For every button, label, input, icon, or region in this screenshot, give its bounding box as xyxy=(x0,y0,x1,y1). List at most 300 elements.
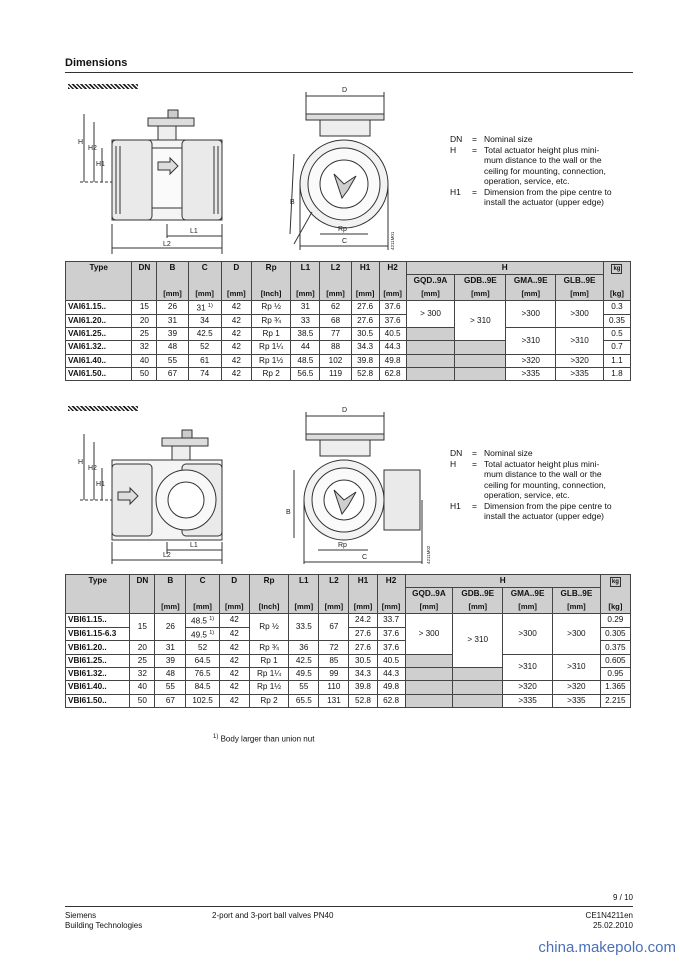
cell-h2: 37.6 xyxy=(377,627,405,641)
cell-gma: >335 xyxy=(506,367,556,380)
th-rp: Rp xyxy=(251,262,290,275)
cell-kg: 1.1 xyxy=(603,354,630,367)
cell-type: VAI61.32.. xyxy=(66,341,132,354)
cell-c xyxy=(186,613,219,627)
cell-h1: 27.6 xyxy=(351,300,379,314)
cell-type: VAI61.15.. xyxy=(66,300,132,314)
cell-h2: 62.8 xyxy=(379,367,406,380)
cell-type: VBI61.25.. xyxy=(66,654,130,667)
unit-glb: [mm] xyxy=(553,601,601,614)
cell-h2: 37.6 xyxy=(379,300,406,314)
cell-kg: 0.29 xyxy=(600,613,630,627)
cell-h1: 27.6 xyxy=(349,627,377,641)
cell-h1: 24.2 xyxy=(349,613,377,627)
cell-d: 42 xyxy=(221,314,251,327)
cell-gdb-na xyxy=(455,354,506,367)
cell-dn: 32 xyxy=(132,341,157,354)
cell-l2: 119 xyxy=(320,367,351,380)
cell-l2: 77 xyxy=(320,327,351,340)
cell-l1: 31 xyxy=(291,300,320,314)
cell-c: 61 xyxy=(188,354,221,367)
cell-h1: 27.6 xyxy=(349,641,377,654)
cell-c: 84.5 xyxy=(186,681,219,694)
cell-rp: Rp 1½ xyxy=(249,681,288,694)
cell-h2: 62.8 xyxy=(377,694,405,707)
drawing-2port xyxy=(68,84,448,254)
unit-gdb: [mm] xyxy=(453,601,503,614)
cell-c: 76.5 xyxy=(186,667,219,680)
cell-l1: 65.5 xyxy=(289,694,319,707)
cell-h1: 39.8 xyxy=(351,354,379,367)
cell-c xyxy=(186,627,219,641)
th-d: D xyxy=(219,575,249,588)
cell-l1: 33.5 xyxy=(289,613,319,640)
legend-text-h1: Dimension from the pipe centre to xyxy=(484,186,612,197)
cell-type: VBI61.15.. xyxy=(66,613,130,627)
cell-l1: 38.5 xyxy=(291,327,320,340)
th-l1: L1 xyxy=(289,575,319,588)
table-row xyxy=(66,681,631,694)
cell-gma: >310 xyxy=(506,327,556,354)
legend-text-h: Total actuator height plus mini- xyxy=(484,458,600,469)
cell-l2: 85 xyxy=(319,654,349,667)
unit-gdb: [mm] xyxy=(455,288,506,301)
cell-rp: Rp 1¼ xyxy=(251,341,290,354)
cell-gqd-na xyxy=(405,667,453,680)
cell-glb: >320 xyxy=(553,681,601,694)
unit-kg: [kg] xyxy=(603,288,630,301)
cell-kg: 0.35 xyxy=(603,314,630,327)
cell-c: 42.5 xyxy=(188,327,221,340)
th-h2: H2 xyxy=(379,262,406,275)
cell-b: 55 xyxy=(155,681,186,694)
cell-gqd-na xyxy=(406,367,455,380)
cell-dn: 50 xyxy=(132,367,157,380)
th-dn: DN xyxy=(132,262,157,275)
table-row xyxy=(66,354,631,367)
th-h1: H1 xyxy=(349,575,377,588)
cell-type: VAI61.25.. xyxy=(66,327,132,340)
cell-gqd-na xyxy=(405,694,453,707)
label-l2: L2 xyxy=(163,241,171,248)
label-c: C xyxy=(362,554,368,561)
cell-kg: 0.95 xyxy=(600,667,630,680)
cell-c-value: 48.5 xyxy=(191,616,207,626)
cell-kg: 0.7 xyxy=(603,341,630,354)
unit-h1: [mm] xyxy=(351,288,379,301)
table-row xyxy=(66,367,631,380)
table-row xyxy=(66,694,631,707)
label-l1: L1 xyxy=(190,228,198,235)
cell-rp: Rp 1 xyxy=(251,327,290,340)
cell-h2: 44.3 xyxy=(377,667,405,680)
cell-l2: 99 xyxy=(319,667,349,680)
th-gqd: GQD..9A xyxy=(405,588,453,601)
cell-rp: Rp ¾ xyxy=(251,314,290,327)
cell-c: 74 xyxy=(188,367,221,380)
label-h: H xyxy=(78,459,84,466)
cell-d: 42 xyxy=(221,367,251,380)
cell-h2: 40.5 xyxy=(379,327,406,340)
cell-gqd-na xyxy=(406,341,455,354)
title-rule xyxy=(65,72,633,73)
th-gdb: GDB..9E xyxy=(455,275,506,288)
cell-gqd-na xyxy=(405,654,453,667)
unit-b: [mm] xyxy=(157,288,188,301)
unit-l2: [mm] xyxy=(319,601,349,614)
cell-b: 39 xyxy=(157,327,188,340)
cell-h2: 49.8 xyxy=(379,354,406,367)
cell-kg: 0.305 xyxy=(600,627,630,641)
cell-gdb-na xyxy=(453,694,503,707)
th-rp: Rp xyxy=(249,575,288,588)
cell-gdb-na xyxy=(453,681,503,694)
cell-l1: 36 xyxy=(289,641,319,654)
cell-glb: >320 xyxy=(556,354,604,367)
label-rp: Rp xyxy=(338,542,347,549)
cell-dn: 20 xyxy=(130,641,155,654)
cell-glb: >310 xyxy=(553,654,601,681)
cell-b: 55 xyxy=(157,354,188,367)
cell-rp: Rp 2 xyxy=(249,694,288,707)
cell-b: 26 xyxy=(155,613,186,640)
unit-h2: [mm] xyxy=(379,288,406,301)
cell-kg: 0.605 xyxy=(600,654,630,667)
cell-d: 42 xyxy=(221,354,251,367)
cell-l1: 56.5 xyxy=(291,367,320,380)
label-d: D xyxy=(342,87,348,94)
unit-glb: [mm] xyxy=(556,288,604,301)
cell-d: 42 xyxy=(221,300,251,314)
cell-gdb: > 310 xyxy=(453,613,503,667)
unit-gqd: [mm] xyxy=(406,288,455,301)
legend-text-h1-2: install the actuator (upper edge) xyxy=(484,511,605,521)
cell-glb: >310 xyxy=(556,327,604,354)
th-c: C xyxy=(188,262,221,275)
unit-gqd: [mm] xyxy=(405,601,453,614)
table-vai61 xyxy=(65,261,631,381)
cell-dn: 50 xyxy=(130,694,155,707)
th-type: Type xyxy=(66,575,130,588)
label-h2: H2 xyxy=(88,465,97,472)
page-number: 9 / 10 xyxy=(612,893,633,902)
drawing-code-2: 4211M02 xyxy=(426,545,431,564)
cell-h2: 33.7 xyxy=(377,613,405,627)
legend-key-h: H xyxy=(450,458,457,469)
th-l2: L2 xyxy=(319,575,349,588)
cell-h1: 52.8 xyxy=(349,694,377,707)
cell-b: 48 xyxy=(155,667,186,680)
cell-d: 42 xyxy=(219,627,249,641)
weight-icon: kg xyxy=(611,578,619,585)
th-h: H xyxy=(406,262,603,275)
cell-rp: Rp 2 xyxy=(251,367,290,380)
table-vbi61 xyxy=(65,574,631,708)
cell-h2: 44.3 xyxy=(379,341,406,354)
cell-rp: Rp 1 xyxy=(249,654,288,667)
cell-h1: 30.5 xyxy=(349,654,377,667)
legend-key-dn: DN xyxy=(450,448,463,458)
legend-text-h-2: mum distance to the wall or the xyxy=(484,469,602,479)
cell-l2: 102 xyxy=(320,354,351,367)
cell-c xyxy=(188,300,221,314)
footer-doc-title: 2-port and 3-port ball valves PN40 xyxy=(212,911,334,920)
cell-d: 42 xyxy=(221,341,251,354)
cell-l1: 49.5 xyxy=(289,667,319,680)
footer-doc-id: CE1N4211en xyxy=(585,911,633,920)
legend-1: DN = Nominal size H = Total actuator height plus mini- mum distance to the wall or the ceiling for mounting, connection, operation, service, etc. H1 = Dimension from the pipe centre to install the actuator (upper edge) xyxy=(450,134,624,208)
cell-gqd-na xyxy=(406,354,455,367)
cell-d: 42 xyxy=(219,667,249,680)
label-h1: H1 xyxy=(96,161,105,168)
th-gqd: GQD..9A xyxy=(406,275,455,288)
cell-gdb-na xyxy=(453,667,503,680)
cell-gma: >320 xyxy=(503,681,553,694)
cell-l2: 72 xyxy=(319,641,349,654)
cell-type: VAI61.40.. xyxy=(66,354,132,367)
cell-b: 26 xyxy=(157,300,188,314)
unit-rp: [Inch] xyxy=(249,601,288,614)
cell-kg: 2.215 xyxy=(600,694,630,707)
cell-h2: 37.6 xyxy=(377,641,405,654)
cell-l1: 42.5 xyxy=(289,654,319,667)
cell-c: 34 xyxy=(188,314,221,327)
cell-h2: 49.8 xyxy=(377,681,405,694)
legend-text-h1: Dimension from the pipe centre to xyxy=(484,500,612,511)
cell-l2: 68 xyxy=(320,314,351,327)
th-dn: DN xyxy=(130,575,155,588)
legend-text-h-3: ceiling for mounting, connection, xyxy=(484,165,606,176)
drawing-code-1: 4211M01 xyxy=(390,231,395,250)
cell-rp: Rp 1½ xyxy=(251,354,290,367)
th-l2: L2 xyxy=(320,262,351,275)
cell-c-footnote: 1) xyxy=(209,629,215,636)
cell-kg: 0.375 xyxy=(600,641,630,654)
th-glb: GLB..9E xyxy=(556,275,604,288)
cell-gqd-na xyxy=(405,681,453,694)
cell-h1: 30.5 xyxy=(351,327,379,340)
th-type: Type xyxy=(66,262,132,275)
label-b: B xyxy=(286,509,291,516)
cell-glb: >300 xyxy=(553,613,601,654)
cell-type: VBI61.40.. xyxy=(66,681,130,694)
legend-text-h-3: ceiling for mounting, connection, xyxy=(484,479,606,490)
legend-text-h: Total actuator height plus mini- xyxy=(484,144,600,155)
cell-h1: 34.3 xyxy=(349,667,377,680)
unit-d: [mm] xyxy=(219,601,249,614)
cell-l2: 88 xyxy=(320,341,351,354)
legend-text-h-4: operation, service, etc. xyxy=(484,490,570,500)
cell-type: VBI61.32.. xyxy=(66,667,130,680)
cell-b: 31 xyxy=(157,314,188,327)
legend-key-h: H xyxy=(450,144,457,155)
footer-right xyxy=(586,911,633,931)
cell-kg: 0.5 xyxy=(603,327,630,340)
th-glb: GLB..9E xyxy=(553,588,601,601)
unit-h1: [mm] xyxy=(349,601,377,614)
cell-d: 42 xyxy=(221,327,251,340)
cell-b: 48 xyxy=(157,341,188,354)
cell-type: VBI61.20.. xyxy=(66,641,130,654)
drawing-3port xyxy=(68,404,448,566)
cell-h2: 37.6 xyxy=(379,314,406,327)
cell-c-value: 49.5 xyxy=(191,630,207,640)
cell-l1: 48.5 xyxy=(291,354,320,367)
weight-icon: kg xyxy=(613,265,621,272)
th-gma: GMA..9E xyxy=(503,588,553,601)
cell-type: VBI61.15-6.3 xyxy=(66,627,130,641)
legend-2: DN = Nominal size H = Total actuator height plus mini- mum distance to the wall or the ceiling for mounting, connection, operation, service, etc. H1 = Dimension from the pipe centre to install the actuator (upper edge) xyxy=(450,448,624,522)
label-h: H xyxy=(78,139,84,146)
cell-d: 42 xyxy=(219,681,249,694)
cell-l1: 55 xyxy=(289,681,319,694)
cell-type: VAI61.20.. xyxy=(66,314,132,327)
footnote xyxy=(213,734,314,744)
th-gma: GMA..9E xyxy=(506,275,556,288)
cell-rp: Rp ½ xyxy=(249,613,288,640)
cell-dn: 25 xyxy=(132,327,157,340)
cell-gqd-na xyxy=(406,327,455,340)
label-rp: Rp xyxy=(338,226,347,233)
cell-b: 39 xyxy=(155,654,186,667)
th-weight xyxy=(600,575,630,588)
cell-gdb-na xyxy=(455,367,506,380)
th-c: C xyxy=(186,575,219,588)
watermark-text: china.makepolo.com xyxy=(538,939,676,956)
cell-gma: >310 xyxy=(503,654,553,681)
footnote-marker: 1) xyxy=(213,734,219,740)
cell-type: VBI61.50.. xyxy=(66,694,130,707)
cell-h2: 40.5 xyxy=(377,654,405,667)
unit-rp: [Inch] xyxy=(251,288,290,301)
cell-dn: 40 xyxy=(132,354,157,367)
unit-l2: [mm] xyxy=(320,288,351,301)
cell-l2: 131 xyxy=(319,694,349,707)
unit-kg: [kg] xyxy=(600,601,630,614)
cell-dn: 25 xyxy=(130,654,155,667)
footer-left xyxy=(65,911,142,931)
cell-c-value: 31 xyxy=(196,303,206,313)
cell-gma: >320 xyxy=(506,354,556,367)
cell-kg: 1.8 xyxy=(603,367,630,380)
cell-gdb: > 310 xyxy=(455,300,506,340)
th-d: D xyxy=(221,262,251,275)
cell-b: 67 xyxy=(155,694,186,707)
cell-d: 42 xyxy=(219,694,249,707)
legend-text-h-4: operation, service, etc. xyxy=(484,176,570,186)
cell-c-footnote: 1) xyxy=(209,615,215,622)
cell-dn: 32 xyxy=(130,667,155,680)
cell-gma: >335 xyxy=(503,694,553,707)
th-h1: H1 xyxy=(351,262,379,275)
cell-l2: 67 xyxy=(319,613,349,640)
unit-l1: [mm] xyxy=(291,288,320,301)
cell-c: 52 xyxy=(188,341,221,354)
unit-b: [mm] xyxy=(155,601,186,614)
label-h2: H2 xyxy=(88,145,97,152)
th-b: B xyxy=(155,575,186,588)
th-h: H xyxy=(405,575,600,588)
table-row xyxy=(66,300,631,314)
cell-gma: >300 xyxy=(506,300,556,327)
cell-kg: 1.365 xyxy=(600,681,630,694)
label-d: D xyxy=(342,407,348,414)
legend-key-h1: H1 xyxy=(450,186,461,197)
cell-type: VAI61.50.. xyxy=(66,367,132,380)
cell-gma: >300 xyxy=(503,613,553,654)
cell-rp: Rp 1¼ xyxy=(249,667,288,680)
cell-c: 52 xyxy=(186,641,219,654)
th-weight xyxy=(603,262,630,275)
legend-text-h1-2: install the actuator (upper edge) xyxy=(484,197,605,207)
cell-h1: 39.8 xyxy=(349,681,377,694)
footer-company: Siemens xyxy=(65,911,97,920)
cell-h1: 52.8 xyxy=(351,367,379,380)
footer-division: Building Technologies xyxy=(65,921,143,930)
cell-h1: 34.3 xyxy=(351,341,379,354)
label-b: B xyxy=(290,199,295,206)
cell-gqd: > 300 xyxy=(406,300,455,327)
cell-d: 42 xyxy=(219,613,249,627)
th-l1: L1 xyxy=(291,262,320,275)
cell-l2: 110 xyxy=(319,681,349,694)
label-l1: L1 xyxy=(190,542,198,549)
unit-h2: [mm] xyxy=(377,601,405,614)
table-row xyxy=(66,613,631,627)
unit-d: [mm] xyxy=(221,288,251,301)
cell-c: 102.5 xyxy=(186,694,219,707)
th-b: B xyxy=(157,262,188,275)
cell-glb: >335 xyxy=(556,367,604,380)
th-gdb: GDB..9E xyxy=(453,588,503,601)
label-h1: H1 xyxy=(96,481,105,488)
section-title: Dimensions xyxy=(65,57,128,69)
legend-key-dn: DN xyxy=(450,134,463,144)
legend-text-dn: Nominal size xyxy=(484,134,533,144)
unit-l1: [mm] xyxy=(289,601,319,614)
cell-glb: >335 xyxy=(553,694,601,707)
label-c: C xyxy=(342,238,348,245)
cell-dn: 15 xyxy=(130,613,155,640)
cell-gqd: > 300 xyxy=(405,613,453,654)
footnote-text: Body larger than union nut xyxy=(220,734,315,744)
cell-c: 64.5 xyxy=(186,654,219,667)
legend-key-h1: H1 xyxy=(450,500,461,511)
cell-dn: 40 xyxy=(130,681,155,694)
cell-dn: 20 xyxy=(132,314,157,327)
label-l2: L2 xyxy=(163,552,171,559)
legend-text-h-2: mum distance to the wall or the xyxy=(484,155,602,165)
legend-text-dn: Nominal size xyxy=(484,448,533,458)
cell-l1: 33 xyxy=(291,314,320,327)
cell-glb: >300 xyxy=(556,300,604,327)
cell-c-footnote: 1) xyxy=(207,302,213,309)
cell-rp: Rp ¾ xyxy=(249,641,288,654)
unit-c: [mm] xyxy=(188,288,221,301)
unit-c: [mm] xyxy=(186,601,219,614)
table-row xyxy=(66,327,631,340)
cell-rp: Rp ½ xyxy=(251,300,290,314)
cell-d: 42 xyxy=(219,654,249,667)
cell-b: 31 xyxy=(155,641,186,654)
table-row xyxy=(66,654,631,667)
cell-l2: 62 xyxy=(320,300,351,314)
cell-dn: 15 xyxy=(132,300,157,314)
cell-gdb-na xyxy=(455,341,506,354)
cell-d: 42 xyxy=(219,641,249,654)
footer-rule xyxy=(65,906,633,907)
cell-h1: 27.6 xyxy=(351,314,379,327)
